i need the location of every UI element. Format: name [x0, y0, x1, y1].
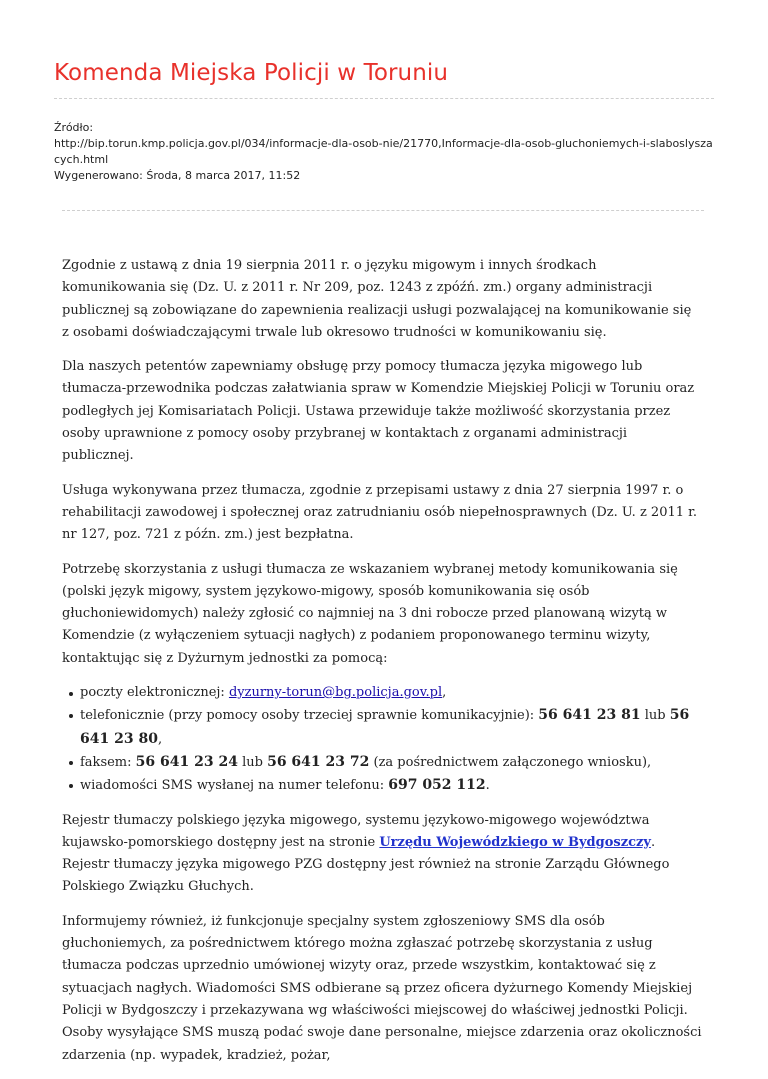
source-meta	[54, 120, 714, 184]
email-suffix: ,	[442, 685, 447, 701]
sms-number: 697 052 112	[388, 777, 486, 794]
email-link[interactable]: dyzurny-torun@bg.policja.gov.pl	[228, 685, 443, 701]
paragraph-4: Potrzebę skorzystania z usługi tłumacza ze wskazaniem wybranej metody komunikowania się (polski język migowy, system językowo-migowy, sposób komunikowania się osób głuchoniewidomych) należy zgłosić co najmniej na 3 dni robocze przed planowaną wizytą w Komendzie (z wyłączeniem sytuacji nagłych) z podaniem proponowanego terminu wizyty, kontaktując się z Dyżurnym jednostki za pomocą:	[62, 561, 678, 666]
list-item-fax	[72, 751, 702, 774]
source-label: Źródło:	[54, 121, 94, 134]
content-divider	[62, 210, 704, 211]
sms-label: wiadomości SMS wysłanej na numer telefonu:	[80, 778, 389, 794]
fax-number-2: 56 641 23 72	[267, 753, 370, 770]
paragraph-5	[62, 810, 702, 899]
fax-label: faksem:	[80, 754, 136, 770]
article-body	[62, 255, 702, 1079]
generated-date: Wygenerowano: Środa, 8 marca 2017, 11:52	[54, 169, 301, 182]
phone-label: telefonicznie (przy pomocy osoby trzeciej sprawnie komunikacyjnie):	[80, 708, 539, 724]
fax-or: lub	[237, 754, 268, 770]
paragraph-1: Zgodnie z ustawą z dnia 19 sierpnia 2011 r. o języku migowym i innych środkach komunikowania się (Dz. U. z 2011 r. Nr 209, poz. 1243 z zpóźń. zm.) organy administracji publicznej są zobowiązane do zapewnienia realizacji usługi pozwalającej na komunikowanie się z osobami doświadczającymi trwale lub okresowo trudności w komunikowaniu się.	[62, 258, 692, 340]
paragraph-2: Dla naszych petentów zapewniamy obsługę przy pomocy tłumacza języka migowego lub tłumacza-przewodnika podczas załatwiania spraw w Komendzie Miejskiej Policji w Toruniu oraz podległych jej Komisariatach Policji. Ustawa przewiduje także możliwość skorzystania przez osoby uprawnione z pomocy osoby przybranej w kontaktach z organami administracji publicznej.	[62, 359, 695, 464]
phone-or: lub	[640, 708, 670, 724]
voivodeship-office-link[interactable]: Urzędu Wojewódzkiego w Bydgoszczy	[379, 834, 651, 850]
header-divider	[54, 98, 714, 99]
fax-number-1: 56 641 23 24	[135, 753, 238, 770]
fax-suffix: (za pośrednictwem załączonego wniosku),	[369, 754, 652, 770]
list-item-email	[72, 682, 702, 704]
source-url: http://bip.torun.kmp.policja.gov.pl/034/informacje-dla-osob-nie/21770,Informacje-dla-osob-gluchoniemych-i-slaboslyszacych.html	[54, 137, 713, 166]
list-item-sms	[72, 774, 702, 797]
paragraph-6: Informujemy również, iż funkcjonuje specjalny system zgłoszeniowy SMS dla osób głuchoniemych, za pośrednictwem którego można zgłaszać potrzebę skorzystania z usług tłumacza podczas uprzednio umówionej wizyty oraz, przede wszystkim, kontaktować się z sytuacjach nagłych. Wiadomości SMS odbierane są przez oficera dyżurnego Komendy Miejskiej Policji w Bydgoszczy i przekazywana wg właściwości miejscowej do właściwej jednostki Policji. Osoby wysyłające SMS muszą podać swoje dane personalne, miejsce zdarzenia oraz okoliczności zdarzenia (np. wypadek, kradzież, pożar,	[62, 913, 702, 1063]
list-item-phone	[72, 704, 702, 751]
email-label: poczty elektronicznej:	[80, 685, 229, 701]
paragraph-3: Usługa wykonywana przez tłumacza, zgodnie z przepisami ustawy z dnia 27 sierpnia 1997 r. o rehabilitacji zawodowej i społecznej oraz zatrudnianiu osób niepełnosprawnych (Dz. U. z 2011 r. nr 127, poz. 721 z późn. zm.) jest bezpłatna.	[62, 482, 698, 543]
contact-methods-list	[62, 682, 702, 797]
phone-suffix: ,	[157, 731, 163, 747]
page-title: Komenda Miejska Policji w Toruniu	[54, 60, 449, 86]
sms-suffix: .	[485, 778, 490, 794]
paragraph-5-text: Rejestr tłumaczy polskiego języka migowego, systemu językowo-migowego województwa kujawsko-pomorskiego dostępny jest na stronie	[62, 812, 650, 850]
phone-number-1: 56 641 23 81	[538, 707, 641, 724]
phone-number-2: 56 641 23 80	[80, 707, 690, 747]
paragraph-5-suffix: . Rejestr tłumaczy języka migowego PZG dostępny jest również na stronie Zarządu Głównego Polskiego Związku Głuchych.	[62, 834, 670, 895]
